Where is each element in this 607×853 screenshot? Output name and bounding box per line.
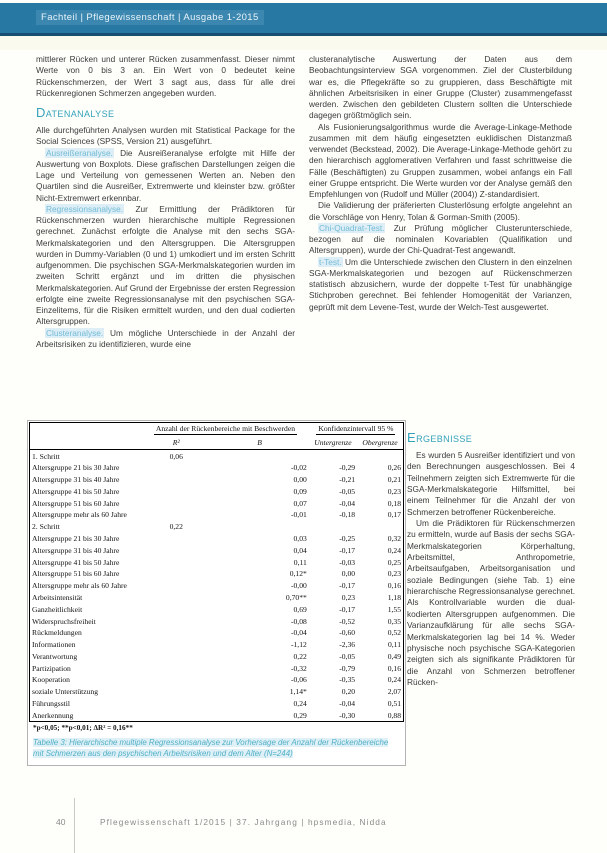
table-cell: -0,06 bbox=[290, 675, 307, 685]
table-cell: -0,08 bbox=[290, 616, 307, 626]
table-cell: -0,29 bbox=[339, 463, 356, 473]
table-cell: -0,05 bbox=[339, 486, 356, 496]
table-cell bbox=[142, 580, 210, 592]
table-cell bbox=[142, 462, 210, 474]
paragraph: clusteranalytische Auswertung der Daten aus dem Beobachtungsinterview SGA vorgenommen. Ziel der Clusterbildung war es, die Pflegekräfte so zu gruppieren, dass Beschäftigte mit ähnlichen Arbeitsrisiken in einer Gruppe (Cluster) zusammengefasst werden. Zwischen den gebildeten Clustern sollten die Unterschiede dagegen größtmöglich sein. bbox=[309, 54, 572, 121]
table-cell bbox=[142, 615, 210, 627]
table-cell: 0,17 bbox=[387, 510, 401, 520]
group-header-right: Konfidenzintervall 95 % bbox=[318, 424, 394, 434]
paragraph: Als Fusionierungsalgorithmus wurde die Average-Linkage-Methode zusammen mit dem häufig eingesetzten euklidischen Distanzmaß verwendet (Beckstead, 2002). Die Average-Linkage-Methode gehört zu den hierarchisch agglomerativen Verfahren und fasst schrittweise die Fälle (Beschäftigten) zu Gruppen zusammen, wobei anfangs ein Fall einer Gruppe entspricht. Die Werte wurden vor der Analyse gemäß den Empfehlungen von (Rudolf und Müller (2004)) Z-standardisiert. bbox=[309, 121, 572, 199]
paragraph: Es wurden 5 Ausreißer identifiziert und von den Berechnungen ausgeschlossen. Bei 4 Teilnehmern zeigten sich Extremwerte für die SGA-Merkmalskategorie Hilfsmittel, bei einem Teilnehmer für die Anzahl der von Schmerzen betroffener Rückenbereiche. bbox=[407, 450, 575, 517]
paragraph: Ausreißeranalyse. Die Ausreißeranalyse erfolgte mit Hilfe der Auswertung von Boxplots. Diese grafischen Darstellungen zeigen die Lage und Verteilung von gemessenen Werten an. Neben den Quartilen sind die Ausreißer, Extremwerte und kleinster bzw. größter Nicht-Extremwert erkennbar. bbox=[36, 147, 295, 203]
table-cell: 0,00 bbox=[341, 569, 356, 579]
table-cell: 0,52 bbox=[387, 628, 401, 638]
table-row bbox=[30, 709, 404, 721]
table-cell: 0,70** bbox=[285, 592, 307, 602]
table-cell: Führungsstil bbox=[32, 698, 70, 708]
table-cell: 0,23 bbox=[387, 569, 401, 579]
table-row bbox=[30, 627, 404, 639]
table-cell: 2. Schritt bbox=[32, 522, 60, 532]
paragraph: t-Test. Um die Unterschiede zwischen den Clustern in den einzelnen SGA-Merkmalskategorien und bezogen auf Rückenschmerzen statistisch abzusichern, wurde der doppelte t-Test für unabhängige Stichproben gerechnet. Bei fehlender Homogenität der Varianzen, geprüft mit dem Levene-Test, wurde der Welch-Test ausgewertet. bbox=[309, 256, 572, 312]
table-cell: -0,04 bbox=[339, 698, 356, 708]
table-cell: 0,35 bbox=[387, 616, 401, 626]
page-header-title: Fachteil | Pflegewissenschaft | Ausgabe 1-2015 bbox=[36, 10, 264, 25]
table-cell: 0,24 bbox=[293, 698, 307, 708]
table-cell bbox=[309, 450, 357, 462]
col-header-r2: R² bbox=[142, 437, 210, 450]
table-cell: 0,22 bbox=[293, 651, 307, 661]
table-cell bbox=[210, 521, 308, 533]
table-cell: 0,16 bbox=[387, 581, 401, 591]
table-cell: -0,01 bbox=[290, 510, 307, 520]
paragraph: Regressionsanalyse. Zur Ermittlung der Prädiktoren für Rückenschmerzen wurden hierarchische multiple Regressionen gerechnet. Zunächst erfolgte die Analyse mit den sechs SGA-Merkmalskategorien und den Altersgruppen. Die Altersgruppen wurden in Dummy-Variablen (0 und 1) umkodiert und im ersten Schritt aufgenommen. Die psychischen SGA-Merkmalskategorien wurden im zweiten Schritt ergänzt und im dritten die physischen Merkmalskategorien. Auf Grund der Ergebnisse der ersten Regression erfolgte eine zweite Regressionsanalyse mit den psychischen SGA-Einzelitems, für die Risiken ermittelt wurden, und den dual codierten Altersgruppen. bbox=[36, 203, 295, 327]
table-cell bbox=[142, 592, 210, 604]
column-left bbox=[36, 54, 295, 350]
paragraph: Chi-Quadrat-Test. Zur Prüfung möglicher Clusterunterschiede, bezogen auf die nominalen Kovariablen (Qualifikation und Altersgruppen), wurde der Chi-Quadrat-Test angewandt. bbox=[309, 222, 573, 256]
table-cell: Rückmeldungen bbox=[32, 628, 82, 638]
section-heading-ergebnisse: Ergebnisse bbox=[407, 430, 473, 445]
table-cell: 0,18 bbox=[387, 498, 401, 508]
table-cell: Altersgruppe 21 bis 30 Jahre bbox=[32, 463, 120, 473]
table-cell: -0,52 bbox=[339, 616, 356, 626]
table-cell: -0,04 bbox=[339, 498, 356, 508]
table-cell: -0,25 bbox=[339, 534, 356, 544]
table-cell: Altersgruppe 51 bis 60 Jahre bbox=[32, 498, 120, 508]
table-group-header-row bbox=[30, 423, 404, 437]
table-cell: Ganzheitlichkeit bbox=[32, 604, 83, 614]
col-header-b: B bbox=[210, 437, 308, 450]
table-cell: -1,12 bbox=[290, 640, 307, 650]
table-cell: 0,06 bbox=[169, 451, 183, 461]
table-cell: 0,25 bbox=[387, 557, 401, 567]
label-column-header bbox=[30, 437, 143, 450]
table-cell bbox=[142, 568, 210, 580]
table-cell bbox=[142, 639, 210, 651]
table-cell: -0,32 bbox=[290, 663, 307, 673]
table-cell: Anerkennung bbox=[32, 710, 74, 720]
table-row bbox=[30, 533, 404, 545]
table-cell: 0,51 bbox=[387, 698, 401, 708]
table-row bbox=[30, 580, 404, 592]
table-row bbox=[30, 592, 404, 604]
table-cell: 1,55 bbox=[387, 604, 401, 614]
table-caption: Tabelle 3: Hierarchische multiple Regressionsanalyse zur Vorhersage der Anzahl der Rückenbereiche mit Schmerzen aus den psychischen Arbeitsrisiken und dem Alter (N=244) bbox=[33, 738, 389, 758]
table-cell bbox=[142, 662, 210, 674]
keyword-highlight: Ausreißeranalyse. bbox=[46, 147, 113, 158]
paragraph: mittlerer Rücken und unterer Rücken zusammenfasst. Dieser nimmt Werte von 0 bis 3 an. Ein Wert von 0 bedeutet keine Rückenschmerzen, der Wert 3 sagt aus, dass für alle drei Rückenregionen Schmerzen angegeben wurden. bbox=[36, 54, 295, 98]
table-cell: soziale Unterstützung bbox=[32, 687, 99, 697]
table-cell: -0,03 bbox=[339, 557, 356, 567]
table-cell: 0,32 bbox=[387, 534, 401, 544]
section-heading-datenanalyse: Datenanalyse bbox=[36, 105, 115, 120]
table-cell: Altersgruppe 31 bis 40 Jahre bbox=[32, 545, 120, 555]
table-corner-cell bbox=[30, 423, 143, 437]
footer-text: Pflegewissenschaft 1/2015 | 37. Jahrgang | hpsmedia, Nidda bbox=[100, 817, 387, 827]
table-cell: 0,04 bbox=[293, 545, 307, 555]
table-cell bbox=[142, 686, 210, 698]
table-cell: 1,18 bbox=[387, 592, 401, 602]
table-row bbox=[30, 544, 404, 556]
table-cell bbox=[142, 509, 210, 521]
header-tint bbox=[0, 36, 607, 50]
intro-paragraphs bbox=[36, 54, 295, 99]
table-cell: 0,24 bbox=[387, 675, 401, 685]
table-row bbox=[30, 603, 404, 615]
table-cell: -0,21 bbox=[339, 475, 356, 485]
column-right-narrow bbox=[407, 424, 575, 688]
table-row bbox=[30, 497, 404, 509]
table-row bbox=[30, 509, 404, 521]
table-cell: -0,04 bbox=[290, 628, 307, 638]
table-cell: Kooperation bbox=[32, 675, 70, 685]
table-cell bbox=[142, 627, 210, 639]
footer-divider bbox=[74, 798, 75, 853]
table-cell: 0,11 bbox=[387, 640, 401, 650]
table-cell bbox=[142, 674, 210, 686]
table-cell: 0,09 bbox=[293, 486, 307, 496]
table-cell: -0,17 bbox=[339, 545, 356, 555]
table-cell: 0,03 bbox=[293, 534, 307, 544]
paragraph: Alle durchgeführten Analysen wurden mit Statistical Package for the Social Sciences (SPSS, Version 21) ausgeführt. bbox=[36, 125, 295, 147]
paragraph: Die Validierung der präferierten Clusterlösung erfolgte angelehnt an die Vorschläge von Henry, Tolan & Gorman-Smith (2005). bbox=[309, 200, 572, 222]
table-cell: -0,35 bbox=[339, 675, 356, 685]
table-cell: 0,22 bbox=[169, 522, 183, 532]
table-cell bbox=[142, 698, 210, 710]
table-cell: Widerspruchsfreiheit bbox=[32, 616, 96, 626]
table-cell: -0,30 bbox=[339, 710, 356, 720]
table-cell: -2,36 bbox=[339, 640, 356, 650]
table-cell bbox=[142, 474, 210, 486]
table-footnote: *p<0,05; **p<0,01; ΔR² = 0,16** bbox=[33, 724, 133, 733]
table-cell: Altersgruppe 41 bis 50 Jahre bbox=[32, 557, 120, 567]
table-cell: 2,07 bbox=[387, 687, 401, 697]
table-cell: 0,07 bbox=[293, 498, 307, 508]
keyword-highlight: Clusteranalyse. bbox=[46, 327, 104, 338]
table-column-header-row bbox=[30, 437, 404, 450]
table-cell bbox=[142, 709, 210, 721]
table-row bbox=[30, 698, 404, 710]
keyword-highlight: t-Test. bbox=[319, 256, 342, 267]
table-cell: 0,12* bbox=[289, 569, 307, 579]
table-cell: 0,16 bbox=[387, 663, 401, 673]
keyword-highlight: Chi-Quadrat-Test. bbox=[319, 222, 385, 233]
table-cell: -0,60 bbox=[339, 628, 356, 638]
table-cell: -0,02 bbox=[290, 463, 307, 473]
table-row bbox=[30, 650, 404, 662]
group-header-left: Anzahl der Rückenbereiche mit Beschwerden bbox=[155, 424, 296, 434]
table-row bbox=[30, 615, 404, 627]
table-row bbox=[30, 674, 404, 686]
table-row bbox=[30, 486, 404, 498]
table-cell: 1,14* bbox=[289, 687, 307, 697]
table-cell: 0,24 bbox=[387, 545, 401, 555]
table-row bbox=[30, 474, 404, 486]
table-cell: -0,05 bbox=[339, 651, 356, 661]
regression-table bbox=[29, 422, 404, 722]
table-cell bbox=[357, 450, 403, 462]
paragraph: Clusteranalyse. Um mögliche Unterschiede in der Anzahl der Arbeitsrisiken zu identifizieren, wurde eine bbox=[36, 327, 295, 349]
table-row bbox=[30, 686, 404, 698]
table-cell: Verantwortung bbox=[32, 651, 78, 661]
table-row bbox=[30, 662, 404, 674]
table-row bbox=[30, 639, 404, 651]
table-body bbox=[30, 450, 404, 722]
table-cell: 0,11 bbox=[293, 557, 307, 567]
table-cell bbox=[210, 450, 308, 462]
table-cell: -0,17 bbox=[339, 581, 356, 591]
methods-paragraphs bbox=[309, 54, 572, 313]
table-cell: -0,79 bbox=[339, 663, 356, 673]
keyword-highlight: Regressionsanalyse. bbox=[46, 203, 124, 214]
table-cell: 0,20 bbox=[341, 687, 356, 697]
col-header-untergrenze: Untergrenze bbox=[309, 437, 357, 450]
table-cell: Altersgruppe 21 bis 30 Jahre bbox=[32, 534, 120, 544]
table-cell: Altersgruppe 51 bis 60 Jahre bbox=[32, 569, 120, 579]
table-cell: 0,69 bbox=[293, 604, 307, 614]
table-cell: 0,49 bbox=[387, 651, 401, 661]
table-cell bbox=[142, 497, 210, 509]
table-row bbox=[30, 521, 404, 533]
table-cell: Altersgruppe mehr als 60 Jahre bbox=[32, 581, 127, 591]
table-row bbox=[30, 462, 404, 474]
paragraph: Um die Prädiktoren für Rückenschmerzen zu ermitteln, wurde auf Basis der sechs SGA-Merkmalskategorien Körperhaltung, Arbeitsmittel, Anthropometrie, Arbeitsaufgaben, Arbeitsorganisation und soziale Bedingungen (siehe Tab. 1) eine hierarchische Regressionsanalyse gerechnet. Als Kontrollvariable wurden die dual-kodierten Altersgruppen aufgenommen. Die Varianzaufklärung für alle sechs SGA-Merkmalskategorien lag bei 14 %. Weder physische noch psychische SGA-Kategorien zeigten sich als signifikante Prädiktoren für die Anzahl von Schmerzen betroffener Rücken- bbox=[407, 518, 575, 687]
datenanalyse-paragraphs bbox=[36, 125, 295, 350]
table-row bbox=[30, 450, 404, 462]
table-cell: Informationen bbox=[32, 640, 76, 650]
table-cell: 0,21 bbox=[387, 475, 401, 485]
table-cell: 0,88 bbox=[387, 710, 401, 720]
table-cell bbox=[142, 603, 210, 615]
table-row bbox=[30, 568, 404, 580]
table-cell: Altersgruppe mehr als 60 Jahre bbox=[32, 510, 127, 520]
table-cell bbox=[309, 521, 357, 533]
table-cell bbox=[357, 521, 403, 533]
table-cell: -0,17 bbox=[339, 604, 356, 614]
table-cell: 1. Schritt bbox=[32, 451, 60, 461]
footer-page-number: 40 bbox=[56, 817, 66, 827]
table-cell bbox=[142, 650, 210, 662]
regression-table-block bbox=[27, 420, 406, 766]
table-cell: Partizipation bbox=[32, 663, 71, 673]
table-cell: Arbeitsintensität bbox=[32, 592, 83, 602]
table-cell: 0,23 bbox=[387, 486, 401, 496]
table-cell bbox=[142, 533, 210, 545]
table-cell bbox=[142, 544, 210, 556]
table-cell: -0,18 bbox=[339, 510, 356, 520]
ergebnisse-paragraphs bbox=[407, 450, 575, 688]
table-cell bbox=[142, 486, 210, 498]
table-cell: -0,00 bbox=[290, 581, 307, 591]
table-cell: Altersgruppe 31 bis 40 Jahre bbox=[32, 475, 120, 485]
table-cell: 0,29 bbox=[293, 710, 307, 720]
table-cell: Altersgruppe 41 bis 50 Jahre bbox=[32, 486, 120, 496]
table-cell: 0,23 bbox=[341, 592, 356, 602]
table-cell: 0,26 bbox=[387, 463, 401, 473]
table-row bbox=[30, 556, 404, 568]
column-right bbox=[309, 54, 572, 313]
table-cell bbox=[142, 556, 210, 568]
table-cell: 0,00 bbox=[293, 475, 307, 485]
col-header-obergrenze: Obergrenze bbox=[357, 437, 403, 450]
